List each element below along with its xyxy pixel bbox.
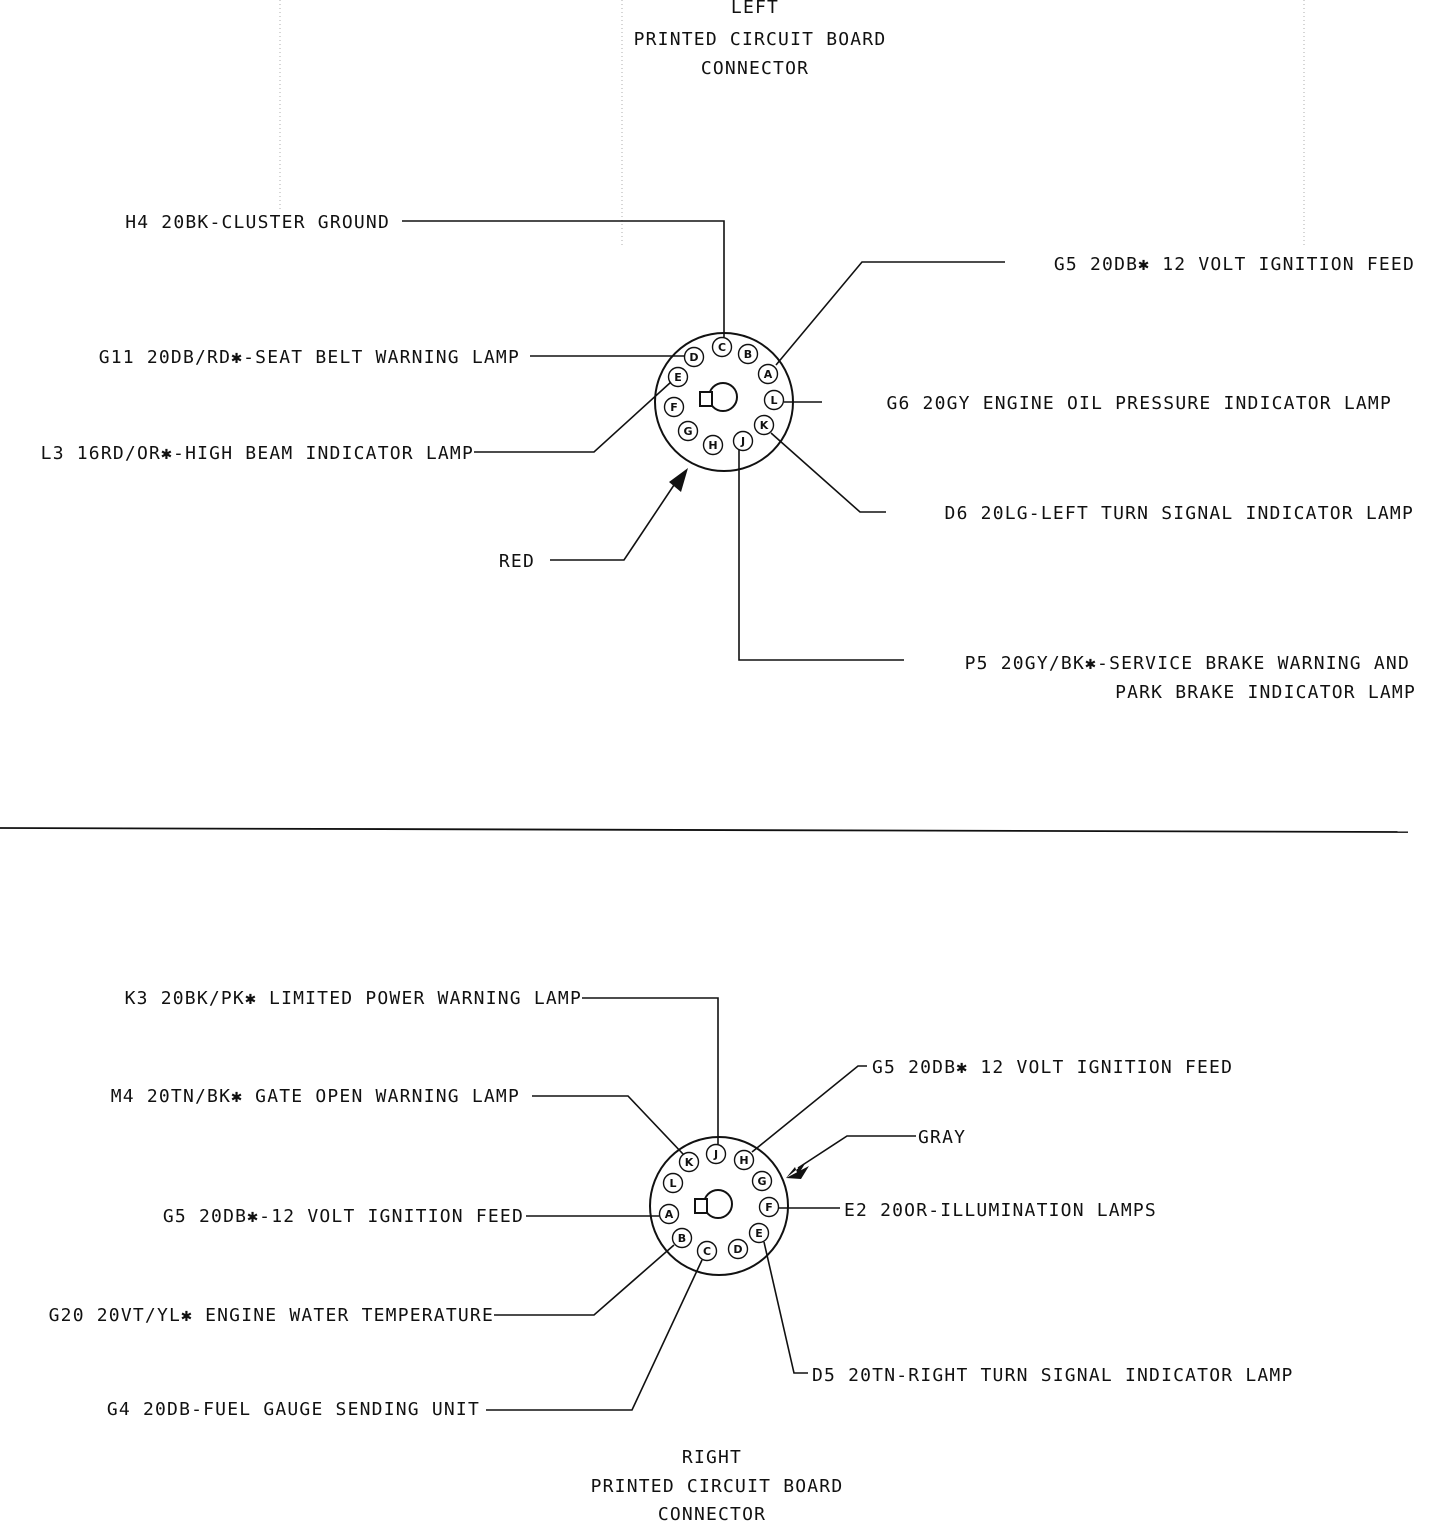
svg-text:J: J bbox=[713, 1148, 719, 1161]
left-connector-key-hole bbox=[709, 383, 737, 411]
right-pin-e bbox=[750, 1224, 769, 1243]
label-p5-line-2: PARK BRAKE INDICATOR LAMP bbox=[1115, 682, 1416, 703]
svg-text:F: F bbox=[765, 1201, 773, 1214]
label-g6: G6 20GY ENGINE OIL PRESSURE INDICATOR LAMP bbox=[886, 393, 1392, 414]
arrow-icon bbox=[786, 1166, 809, 1179]
svg-text:K: K bbox=[684, 1156, 694, 1169]
wire-g20 bbox=[494, 1245, 674, 1315]
svg-text:H: H bbox=[708, 439, 718, 452]
right-connector-key bbox=[695, 1199, 707, 1213]
svg-text:B: B bbox=[743, 348, 753, 361]
svg-text:G: G bbox=[683, 425, 693, 438]
right-pin-a bbox=[660, 1205, 679, 1224]
left-connector bbox=[655, 333, 793, 471]
svg-text:E: E bbox=[674, 371, 682, 384]
wire-p5 bbox=[739, 450, 904, 660]
svg-text:L: L bbox=[669, 1177, 677, 1190]
right-pin-h bbox=[735, 1151, 754, 1170]
svg-text:B: B bbox=[677, 1232, 687, 1245]
svg-text:H: H bbox=[739, 1154, 749, 1167]
left-pin-k bbox=[755, 416, 774, 435]
svg-text:A: A bbox=[664, 1208, 674, 1221]
right-connector-title bbox=[591, 1447, 844, 1522]
label-d6: D6 20LG-LEFT TURN SIGNAL INDICATOR LAMP bbox=[944, 503, 1414, 524]
label-e2: E2 20OR-ILLUMINATION LAMPS bbox=[844, 1200, 1157, 1221]
svg-text:C: C bbox=[702, 1245, 712, 1258]
wire-d6 bbox=[771, 433, 886, 512]
wire-red-pointer bbox=[550, 482, 676, 560]
wire-h4 bbox=[402, 221, 724, 337]
left-connector-title bbox=[634, 0, 887, 79]
svg-text:J: J bbox=[740, 435, 746, 448]
label-g20: G20 20VT/YL✱ ENGINE WATER TEMPERATURE bbox=[48, 1305, 494, 1326]
wire-d5 bbox=[764, 1242, 808, 1373]
left-pin-f bbox=[665, 398, 684, 417]
left-pin-e bbox=[669, 368, 688, 387]
label-k3: K3 20BK/PK✱ LIMITED POWER WARNING LAMP bbox=[124, 988, 582, 1009]
svg-text:L: L bbox=[770, 394, 778, 407]
right-connector-key-hole bbox=[704, 1190, 732, 1218]
label-g5-right: G5 20DB✱ 12 VOLT IGNITION FEED bbox=[872, 1057, 1234, 1078]
right-pin-k bbox=[680, 1153, 699, 1172]
svg-text:D: D bbox=[689, 351, 699, 364]
label-g4: G4 20DB-FUEL GAUGE SENDING UNIT bbox=[106, 1399, 480, 1420]
right-title-line-2: PRINTED CIRCUIT BOARD bbox=[590, 1476, 844, 1497]
right-pin-d bbox=[729, 1240, 748, 1259]
wire-g5-left bbox=[776, 262, 1005, 365]
svg-text:D: D bbox=[733, 1243, 743, 1256]
right-title-line-3: CONNECTOR bbox=[657, 1504, 767, 1522]
left-pin-j bbox=[734, 432, 753, 451]
left-pin-l bbox=[765, 391, 784, 410]
svg-text:E: E bbox=[755, 1227, 763, 1240]
label-l3: L3 16RD/OR✱-HIGH BEAM INDICATOR LAMP bbox=[40, 443, 474, 464]
svg-text:G: G bbox=[757, 1175, 767, 1188]
label-g5-left: G5 20DB✱ 12 VOLT IGNITION FEED bbox=[1053, 254, 1415, 275]
label-h4: H4 20BK-CLUSTER GROUND bbox=[125, 212, 390, 233]
right-pin-j bbox=[707, 1145, 726, 1164]
left-title-line-3: CONNECTOR bbox=[700, 58, 810, 79]
svg-text:C: C bbox=[717, 341, 727, 354]
left-connector-key bbox=[700, 392, 712, 406]
svg-text:K: K bbox=[759, 419, 769, 432]
label-m4: M4 20TN/BK✱ GATE OPEN WARNING LAMP bbox=[110, 1086, 520, 1107]
label-gray: GRAY bbox=[918, 1127, 967, 1148]
label-red: RED bbox=[498, 551, 535, 572]
left-pin-c bbox=[713, 338, 732, 357]
label-g5b: G5 20DB✱-12 VOLT IGNITION FEED bbox=[162, 1206, 524, 1227]
right-pin-b bbox=[673, 1229, 692, 1248]
left-pin-h bbox=[704, 436, 723, 455]
right-pin-c bbox=[698, 1242, 717, 1261]
svg-text:A: A bbox=[763, 368, 773, 381]
wire-l3 bbox=[474, 382, 671, 452]
label-d5: D5 20TN-RIGHT TURN SIGNAL INDICATOR LAMP bbox=[812, 1365, 1294, 1386]
label-p5-line-1: P5 20GY/BK✱-SERVICE BRAKE WARNING AND bbox=[964, 653, 1410, 674]
right-pin-l bbox=[664, 1174, 683, 1193]
left-pin-a bbox=[759, 365, 778, 384]
label-g11: G11 20DB/RD✱-SEAT BELT WARNING LAMP bbox=[98, 347, 520, 368]
right-pin-f bbox=[760, 1198, 779, 1217]
left-pin-b bbox=[739, 345, 758, 364]
wire-m4 bbox=[532, 1096, 683, 1154]
svg-text:F: F bbox=[670, 401, 678, 414]
section-divider bbox=[0, 828, 1408, 832]
wire-g4 bbox=[486, 1260, 702, 1410]
left-title-line-1: LEFT bbox=[730, 0, 780, 18]
left-title-line-2: PRINTED CIRCUIT BOARD bbox=[633, 29, 887, 50]
wire-k3 bbox=[582, 998, 718, 1144]
wire-g5-right bbox=[752, 1066, 867, 1152]
right-pin-g bbox=[753, 1172, 772, 1191]
left-pin-d bbox=[685, 348, 704, 367]
left-pin-g bbox=[679, 422, 698, 441]
right-title-line-1: RIGHT bbox=[681, 1447, 743, 1468]
wire-gray-pointer bbox=[798, 1136, 916, 1168]
